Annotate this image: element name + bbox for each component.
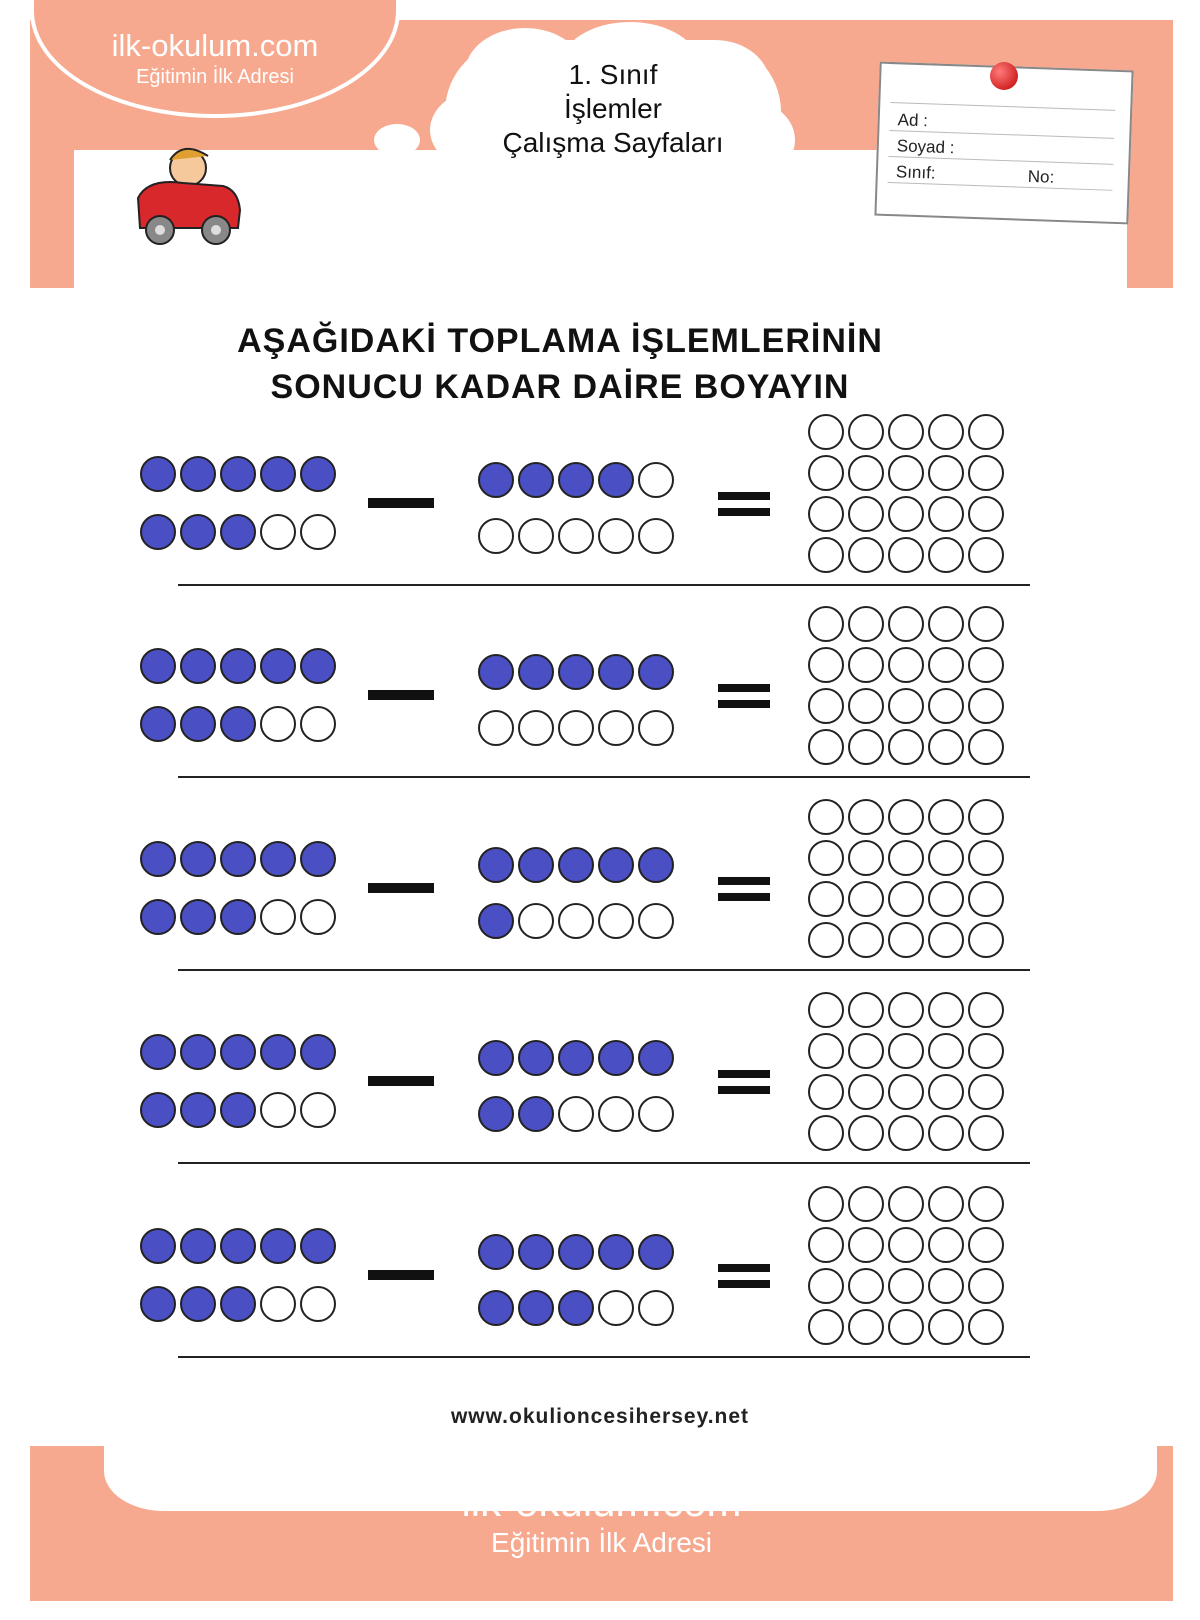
minuend-circle: [220, 514, 256, 550]
minuend-circle: [140, 841, 176, 877]
answer-circle[interactable]: [808, 1033, 844, 1069]
minuend-circle: [300, 1092, 336, 1128]
subtrahend-circle: [638, 1290, 674, 1326]
equals-sign: [718, 1264, 770, 1272]
exercise-row: [140, 412, 1040, 602]
answer-circle[interactable]: [848, 1227, 884, 1263]
minuend-circle: [300, 1034, 336, 1070]
minuend-circle: [180, 648, 216, 684]
answer-circle[interactable]: [928, 729, 964, 765]
answer-circle[interactable]: [848, 881, 884, 917]
answer-circle[interactable]: [928, 1309, 964, 1345]
subtrahend-circle: [638, 462, 674, 498]
class-label: Sınıf:: [895, 162, 936, 183]
answer-circle[interactable]: [928, 1186, 964, 1222]
heading-topic: İşlemler: [563, 93, 662, 124]
answer-circle[interactable]: [928, 496, 964, 532]
answer-circle[interactable]: [888, 647, 924, 683]
answer-circle[interactable]: [808, 729, 844, 765]
answer-circle[interactable]: [888, 881, 924, 917]
subtrahend-circle: [598, 903, 634, 939]
answer-circle[interactable]: [928, 799, 964, 835]
answer-circle[interactable]: [808, 606, 844, 642]
answer-circle[interactable]: [968, 647, 1004, 683]
equals-sign: [718, 893, 770, 901]
answer-circle[interactable]: [968, 496, 1004, 532]
minuend-circle: [220, 1034, 256, 1070]
answer-circle[interactable]: [848, 455, 884, 491]
row-divider: [178, 1162, 1030, 1164]
minuend-circle: [140, 1034, 176, 1070]
answer-circle[interactable]: [928, 647, 964, 683]
answer-circle[interactable]: [808, 1115, 844, 1151]
minuend-circle: [140, 648, 176, 684]
subtrahend-circle: [478, 1096, 514, 1132]
exercise-row: [140, 990, 1040, 1180]
subtrahend-circle: [558, 1234, 594, 1270]
minuend-circle: [220, 1286, 256, 1322]
thought-bubble: [254, 208, 276, 223]
answer-circle[interactable]: [968, 1227, 1004, 1263]
minuend-circle: [220, 899, 256, 935]
subtrahend-circle: [558, 1096, 594, 1132]
minuend-circle: [140, 514, 176, 550]
answer-circle[interactable]: [968, 537, 1004, 573]
subtrahend-circle: [518, 1040, 554, 1076]
answer-circle[interactable]: [848, 414, 884, 450]
subtrahend-circle: [558, 710, 594, 746]
answer-circle[interactable]: [848, 729, 884, 765]
row-divider: [178, 1356, 1030, 1358]
subtrahend-circle: [558, 518, 594, 554]
subtrahend-circle: [518, 1096, 554, 1132]
subtrahend-circle: [478, 710, 514, 746]
answer-circle[interactable]: [808, 1074, 844, 1110]
equals-sign: [718, 1280, 770, 1288]
subtrahend-circle: [598, 1040, 634, 1076]
answer-circle[interactable]: [928, 840, 964, 876]
subtrahend-circle: [518, 710, 554, 746]
answer-circle[interactable]: [848, 688, 884, 724]
answer-circle[interactable]: [968, 1074, 1004, 1110]
answer-circle[interactable]: [968, 606, 1004, 642]
exercise-row: [140, 1184, 1040, 1374]
subtrahend-circle: [478, 903, 514, 939]
minus-sign: [368, 690, 434, 700]
subtrahend-circle: [638, 1040, 674, 1076]
answer-circle[interactable]: [968, 1033, 1004, 1069]
row-divider: [178, 969, 1030, 971]
thought-bubble: [374, 124, 420, 156]
minus-sign: [368, 1076, 434, 1086]
answer-circle[interactable]: [888, 922, 924, 958]
subtrahend-circle: [478, 847, 514, 883]
minuend-circle: [220, 841, 256, 877]
answer-circle[interactable]: [808, 647, 844, 683]
answer-circle[interactable]: [888, 455, 924, 491]
answer-circle[interactable]: [848, 647, 884, 683]
minuend-circle: [260, 706, 296, 742]
subtrahend-circle: [518, 654, 554, 690]
minuend-circle: [140, 1092, 176, 1128]
subtrahend-circle: [638, 1234, 674, 1270]
subtrahend-circle: [638, 710, 674, 746]
number-label: No:: [1027, 166, 1055, 187]
minus-sign: [368, 883, 434, 893]
answer-circle[interactable]: [928, 881, 964, 917]
answer-circle[interactable]: [808, 688, 844, 724]
minuend-circle: [260, 514, 296, 550]
footer-tagline: Eğitimin İlk Adresi: [491, 1527, 712, 1558]
subtrahend-circle: [558, 903, 594, 939]
exercise-row: [140, 604, 1040, 794]
subtrahend-circle: [638, 654, 674, 690]
answer-circle[interactable]: [808, 881, 844, 917]
subtrahend-circle: [558, 847, 594, 883]
equals-sign: [718, 684, 770, 692]
answer-circle[interactable]: [968, 729, 1004, 765]
answer-circle[interactable]: [888, 496, 924, 532]
answer-circle[interactable]: [928, 688, 964, 724]
answer-circle[interactable]: [888, 729, 924, 765]
subtrahend-circle: [478, 518, 514, 554]
minus-sign: [368, 1270, 434, 1280]
answer-circle[interactable]: [968, 799, 1004, 835]
answer-circle[interactable]: [888, 1115, 924, 1151]
minuend-circle: [180, 456, 216, 492]
answer-circle[interactable]: [968, 881, 1004, 917]
minuend-circle: [300, 1286, 336, 1322]
minuend-circle: [260, 1034, 296, 1070]
answer-circle[interactable]: [888, 1227, 924, 1263]
minuend-circle: [220, 706, 256, 742]
answer-circle[interactable]: [848, 840, 884, 876]
instruction-line-1: AŞAĞIDAKİ TOPLAMA İŞLEMLERİNİN: [237, 322, 883, 360]
minuend-circle: [180, 1092, 216, 1128]
instruction-title: [80, 318, 1040, 410]
answer-circle[interactable]: [848, 799, 884, 835]
answer-circle[interactable]: [928, 606, 964, 642]
answer-circle[interactable]: [808, 414, 844, 450]
pushpin-icon: [990, 62, 1018, 90]
subtrahend-circle: [638, 518, 674, 554]
subtrahend-circle: [518, 1234, 554, 1270]
subtrahend-circle: [478, 654, 514, 690]
minuend-circle: [180, 1228, 216, 1264]
answer-circle[interactable]: [928, 1268, 964, 1304]
subtrahend-circle: [598, 518, 634, 554]
answer-circle[interactable]: [968, 840, 1004, 876]
heading-type: Çalışma Sayfaları: [502, 127, 724, 158]
subtrahend-circle: [598, 654, 634, 690]
answer-circle[interactable]: [808, 496, 844, 532]
website-url: www.okulioncesihersey.net: [450, 1405, 750, 1428]
answer-circle[interactable]: [968, 992, 1004, 1028]
minuend-circle: [180, 514, 216, 550]
minuend-circle: [140, 1228, 176, 1264]
minuend-circle: [180, 1286, 216, 1322]
answer-circle[interactable]: [968, 455, 1004, 491]
answer-circle[interactable]: [808, 537, 844, 573]
minuend-circle: [140, 899, 176, 935]
equals-sign: [718, 1086, 770, 1094]
subtrahend-circle: [638, 847, 674, 883]
minus-sign: [368, 498, 434, 508]
minuend-circle: [260, 899, 296, 935]
subtrahend-circle: [598, 1096, 634, 1132]
minuend-circle: [300, 1228, 336, 1264]
answer-circle[interactable]: [808, 1227, 844, 1263]
subtrahend-circle: [478, 1290, 514, 1326]
name-label: Ad :: [897, 110, 929, 131]
answer-circle[interactable]: [808, 922, 844, 958]
answer-circle[interactable]: [928, 1227, 964, 1263]
answer-circle[interactable]: [848, 1309, 884, 1345]
subtrahend-circle: [598, 462, 634, 498]
minuend-circle: [220, 1228, 256, 1264]
surname-label: Soyad :: [896, 136, 955, 158]
minuend-circle: [220, 1092, 256, 1128]
minuend-circle: [180, 1034, 216, 1070]
subtrahend-circle: [518, 903, 554, 939]
minuend-circle: [140, 456, 176, 492]
answer-circle[interactable]: [808, 992, 844, 1028]
minuend-circle: [300, 841, 336, 877]
answer-circle[interactable]: [848, 922, 884, 958]
answer-circle[interactable]: [928, 414, 964, 450]
answer-circle[interactable]: [808, 1186, 844, 1222]
minuend-circle: [260, 456, 296, 492]
answer-circle[interactable]: [888, 537, 924, 573]
logo-subtitle: Eğitimin İlk Adresi: [136, 66, 294, 88]
answer-circle[interactable]: [808, 1268, 844, 1304]
equals-sign: [718, 1070, 770, 1078]
answer-circle[interactable]: [848, 1074, 884, 1110]
answer-circle[interactable]: [808, 1309, 844, 1345]
answer-circle[interactable]: [888, 414, 924, 450]
minuend-circle: [220, 456, 256, 492]
subtrahend-circle: [518, 462, 554, 498]
answer-circle[interactable]: [888, 1268, 924, 1304]
answer-circle[interactable]: [928, 537, 964, 573]
minuend-circle: [260, 1092, 296, 1128]
subtrahend-circle: [598, 710, 634, 746]
answer-circle[interactable]: [808, 840, 844, 876]
subtrahend-circle: [638, 1096, 674, 1132]
answer-circle[interactable]: [968, 1186, 1004, 1222]
subtrahend-circle: [558, 1290, 594, 1326]
minuend-circle: [180, 899, 216, 935]
answer-circle[interactable]: [968, 414, 1004, 450]
minuend-circle: [300, 514, 336, 550]
equals-sign: [718, 877, 770, 885]
answer-circle[interactable]: [928, 1033, 964, 1069]
minuend-circle: [260, 648, 296, 684]
answer-circle[interactable]: [928, 992, 964, 1028]
answer-circle[interactable]: [928, 1074, 964, 1110]
answer-circle[interactable]: [968, 1309, 1004, 1345]
answer-circle[interactable]: [888, 606, 924, 642]
subtrahend-circle: [598, 1290, 634, 1326]
answer-circle[interactable]: [848, 1033, 884, 1069]
answer-circle[interactable]: [848, 1186, 884, 1222]
equals-sign: [718, 492, 770, 500]
subtrahend-circle: [518, 518, 554, 554]
exercise-row: [140, 797, 1040, 987]
footer-brand: ilk-okulum.com: [461, 1478, 742, 1525]
answer-circle[interactable]: [808, 799, 844, 835]
heading-grade: 1. Sınıf: [568, 59, 658, 90]
minuend-circle: [220, 648, 256, 684]
subtrahend-circle: [518, 1290, 554, 1326]
answer-circle[interactable]: [968, 1115, 1004, 1151]
thought-bubble: [322, 168, 362, 194]
answer-circle[interactable]: [888, 1074, 924, 1110]
answer-circle[interactable]: [888, 840, 924, 876]
answer-circle[interactable]: [848, 992, 884, 1028]
subtrahend-circle: [518, 847, 554, 883]
subtrahend-circle: [478, 462, 514, 498]
answer-circle[interactable]: [888, 1309, 924, 1345]
answer-circle[interactable]: [888, 799, 924, 835]
answer-circle[interactable]: [928, 455, 964, 491]
minuend-circle: [180, 841, 216, 877]
row-divider: [178, 776, 1030, 778]
minuend-circle: [300, 648, 336, 684]
answer-circle[interactable]: [888, 1033, 924, 1069]
minuend-circle: [140, 1286, 176, 1322]
answer-circle[interactable]: [848, 606, 884, 642]
answer-circle[interactable]: [968, 688, 1004, 724]
equals-sign: [718, 508, 770, 516]
equals-sign: [718, 700, 770, 708]
subtrahend-circle: [558, 1040, 594, 1076]
answer-circle[interactable]: [848, 1115, 884, 1151]
minuend-circle: [260, 1228, 296, 1264]
answer-circle[interactable]: [808, 455, 844, 491]
worksheet-heading: [447, 58, 779, 160]
answer-circle[interactable]: [848, 496, 884, 532]
minuend-circle: [140, 706, 176, 742]
subtrahend-circle: [478, 1040, 514, 1076]
subtrahend-circle: [558, 462, 594, 498]
instruction-line-2: SONUCU KADAR DAİRE BOYAYIN: [270, 368, 850, 406]
answer-circle[interactable]: [888, 1186, 924, 1222]
cartoon-car-icon: [128, 138, 248, 258]
thought-bubble: [282, 192, 312, 212]
answer-circle[interactable]: [968, 922, 1004, 958]
minuend-circle: [260, 1286, 296, 1322]
minuend-circle: [300, 706, 336, 742]
row-divider: [178, 584, 1030, 586]
answer-circle[interactable]: [928, 1115, 964, 1151]
minuend-circle: [260, 841, 296, 877]
answer-circle[interactable]: [888, 688, 924, 724]
subtrahend-circle: [558, 654, 594, 690]
subtrahend-circle: [598, 847, 634, 883]
answer-circle[interactable]: [848, 537, 884, 573]
subtrahend-circle: [598, 1234, 634, 1270]
answer-circle[interactable]: [888, 992, 924, 1028]
minuend-circle: [180, 706, 216, 742]
subtrahend-circle: [478, 1234, 514, 1270]
answer-circle[interactable]: [968, 1268, 1004, 1304]
answer-circle[interactable]: [848, 1268, 884, 1304]
answer-circle[interactable]: [928, 922, 964, 958]
minuend-circle: [300, 899, 336, 935]
logo-title: ilk-okulum.com: [111, 28, 319, 63]
minuend-circle: [300, 456, 336, 492]
subtrahend-circle: [638, 903, 674, 939]
